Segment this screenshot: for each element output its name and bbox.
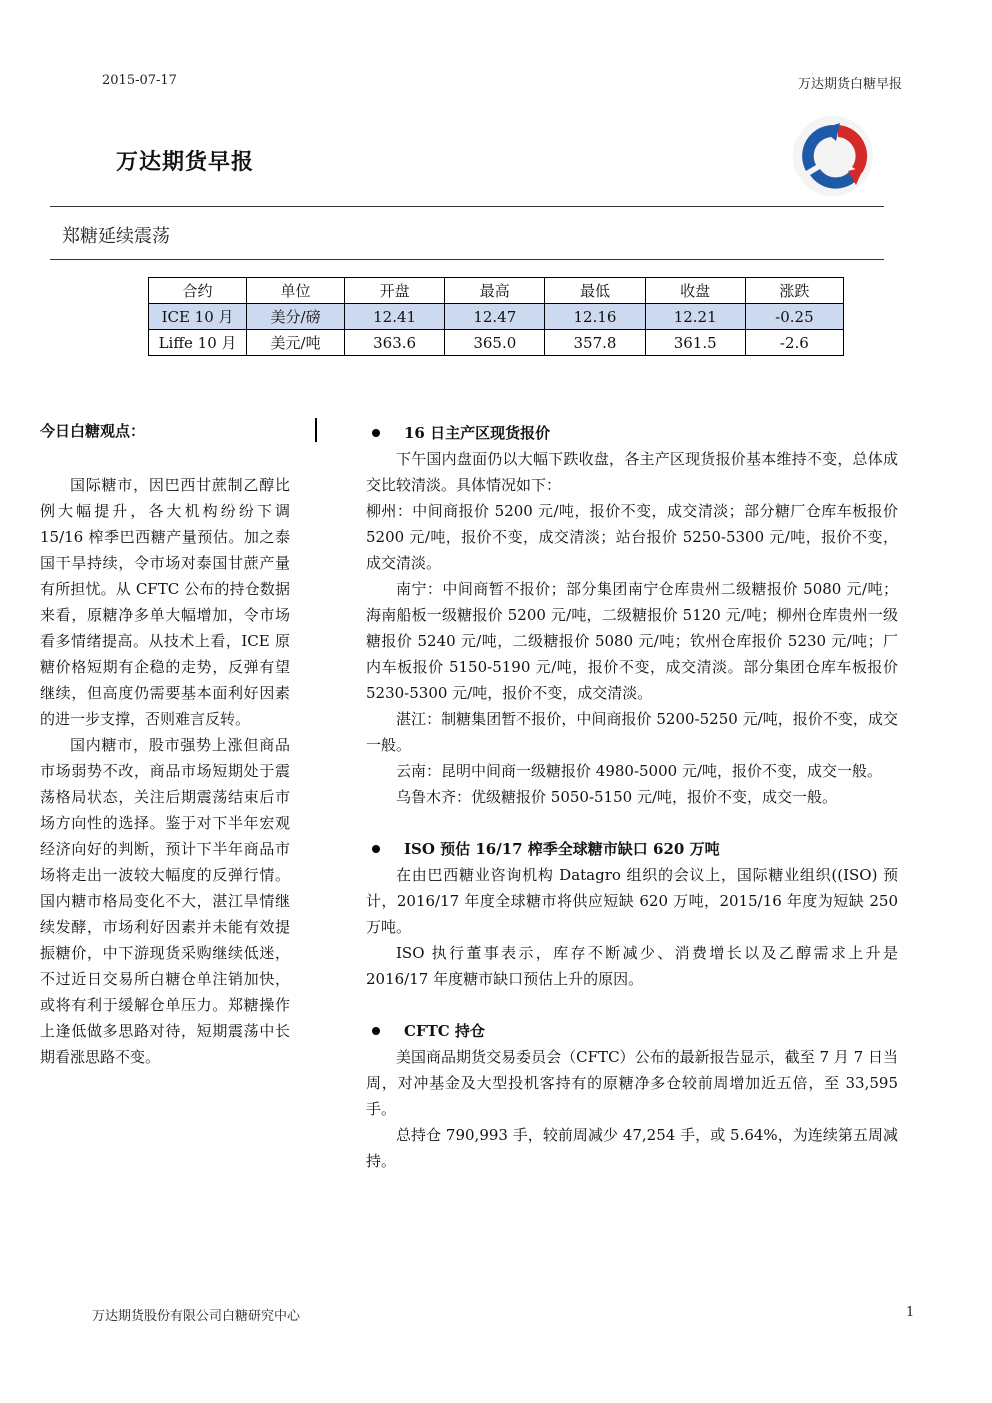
table-cell: 363.6 bbox=[345, 330, 445, 356]
table-cell: -0.25 bbox=[745, 304, 843, 330]
report-name: 万达期货白糖早报 bbox=[797, 77, 902, 92]
section-title: 16 日主产区现货报价 bbox=[404, 424, 551, 442]
footer-org: 万达期货股份有限公司白糖研究中心 bbox=[92, 1309, 301, 1324]
section-title: ISO 预估 16/17 榨季全球糖市缺口 620 万吨 bbox=[404, 840, 720, 858]
col-header-open: 开盘 bbox=[345, 278, 445, 304]
section-paragraph: 南宁：中间商暂不报价；部分集团南宁仓库贵州二级糖报价 5080 元/吨；海南船板一级糖报价 5200 元/吨，二级糖报价 5120 元/吨；柳州仓库贵州一级糖报价 5240 元/吨，二级糖报价 5080 元/吨；钦州仓库报价 5230 元/吨；厂内车板报价 5150-5190 元/吨，报价不变，成交清淡。部分集团仓库车板报价 5230-5300 元/吨，报价不变，成交清淡。 bbox=[366, 580, 898, 702]
table-cell: 12.47 bbox=[445, 304, 545, 330]
section-paragraph: 在由巴西糖业咨询机构 Datagro 组织的会议上，国际糖业组织((ISO) 预计，2016/17 年度全球糖市将供应短缺 620 万吨，2015/16 年度为短缺 250 万吨。 bbox=[366, 866, 898, 936]
col-header-low: 最低 bbox=[545, 278, 645, 304]
table-row bbox=[149, 330, 844, 356]
table-cell: 357.8 bbox=[545, 330, 645, 356]
col-header-contract: 合约 bbox=[149, 278, 247, 304]
title-divider bbox=[50, 206, 884, 207]
quote-table bbox=[148, 277, 844, 356]
section-paragraph: 湛江：制糖集团暂不报价，中间商报价 5200-5250 元/吨，报价不变，成交一般。 bbox=[366, 710, 898, 754]
table-header-row bbox=[149, 278, 844, 304]
table-cell: 12.41 bbox=[345, 304, 445, 330]
table-cell: 12.16 bbox=[545, 304, 645, 330]
section-heading bbox=[366, 420, 898, 446]
company-logo-icon bbox=[792, 115, 874, 197]
section-paragraph: 美国商品期货交易委员会（CFTC）公布的最新报告显示，截至 7 月 7 日当周，对冲基金及大型投机客持有的原糖净多仓较前周增加近五倍，至 33,595 手。 bbox=[366, 1048, 898, 1118]
report-date: 2015-07-17 bbox=[102, 73, 177, 88]
report-subtitle: 郑糖延续震荡 bbox=[62, 226, 170, 247]
column-separator bbox=[315, 418, 317, 442]
section-paragraph: 柳州：中间商报价 5200 元/吨，报价不变，成交清淡；部分糖厂仓库车板报价 5200 元/吨，报价不变，成交清淡；站台报价 5250-5300 元/吨，报价不变，成交清淡。 bbox=[366, 502, 898, 572]
bullet-icon bbox=[372, 1027, 380, 1035]
commentary-heading: 今日白糖观点： bbox=[40, 422, 146, 440]
table-cell: 12.21 bbox=[645, 304, 745, 330]
table-cell: 美分/磅 bbox=[247, 304, 345, 330]
commentary-paragraph: 国内糖市，股市强势上涨但商品市场弱势不改，商品市场短期处于震荡格局状态，关注后期震荡结束后市场方向性的选择。鉴于对下半年宏观经济向好的判断，预计下半年商品市场将走出一波较大幅度的反弹行情。国内糖市格局变化不大，湛江旱情继续发酵，市场利好因素并未能有效提振糖价，中下游现货采购继续低迷，不过近日交易所白糖仓单注销加快，或将有利于缓解仓单压力。郑糖操作上逢低做多思路对待，短期震荡中长期看涨思路不变。 bbox=[40, 736, 290, 1066]
subtitle-divider bbox=[50, 259, 884, 260]
page-title: 万达期货早报 bbox=[116, 150, 255, 175]
table-cell: 361.5 bbox=[645, 330, 745, 356]
section-title: CFTC 持仓 bbox=[404, 1022, 485, 1040]
section-paragraph: 总持仓 790,993 手，较前周减少 47,254 手，或 5.64%，为连续第五周减持。 bbox=[366, 1126, 898, 1170]
table-cell: 365.0 bbox=[445, 330, 545, 356]
left-commentary bbox=[40, 420, 290, 1070]
table-cell: -2.6 bbox=[745, 330, 843, 356]
section-paragraph: ISO 执行董事表示，库存不断减少、消费增长以及乙醇需求上升是 2016/17 年度糖市缺口预估上升的原因。 bbox=[366, 944, 898, 988]
section-paragraph: 云南：昆明中间商一级糖报价 4980-5000 元/吨，报价不变，成交一般。 bbox=[396, 762, 883, 780]
bullet-icon bbox=[372, 845, 380, 853]
col-header-high: 最高 bbox=[445, 278, 545, 304]
table-row bbox=[149, 304, 844, 330]
section-paragraph: 下午国内盘面仍以大幅下跌收盘，各主产区现货报价基本维持不变，总体成交比较清淡。具体情况如下： bbox=[366, 450, 898, 494]
commentary-paragraph: 国际糖市，因巴西甘蔗制乙醇比例大幅提升，各大机构纷纷下调 15/16 榨季巴西糖产量预估。加之泰国干旱持续，令市场对泰国甘蔗产量有所担忧。从 CFTC 公布的持仓数据来看，原糖净多单大幅增加，令市场看多情绪提高。从技术上看，ICE 原糖价格短期有企稳的走势，反弹有望继续，但高度仍需要基本面利好因素的进一步支撑，否则难言反转。 bbox=[40, 476, 290, 728]
section-heading bbox=[366, 1018, 898, 1044]
col-header-close: 收盘 bbox=[645, 278, 745, 304]
bullet-icon bbox=[372, 429, 380, 437]
section-heading bbox=[366, 836, 898, 862]
table-cell: Liffe 10 月 bbox=[149, 330, 247, 356]
col-header-unit: 单位 bbox=[247, 278, 345, 304]
table-cell: 美元/吨 bbox=[247, 330, 345, 356]
table-cell: ICE 10 月 bbox=[149, 304, 247, 330]
page-number: 1 bbox=[906, 1305, 915, 1320]
news-column bbox=[366, 420, 898, 1174]
section-paragraph: 乌鲁木齐：优级糖报价 5050-5150 元/吨，报价不变，成交一般。 bbox=[396, 788, 838, 806]
col-header-change: 涨跌 bbox=[745, 278, 843, 304]
